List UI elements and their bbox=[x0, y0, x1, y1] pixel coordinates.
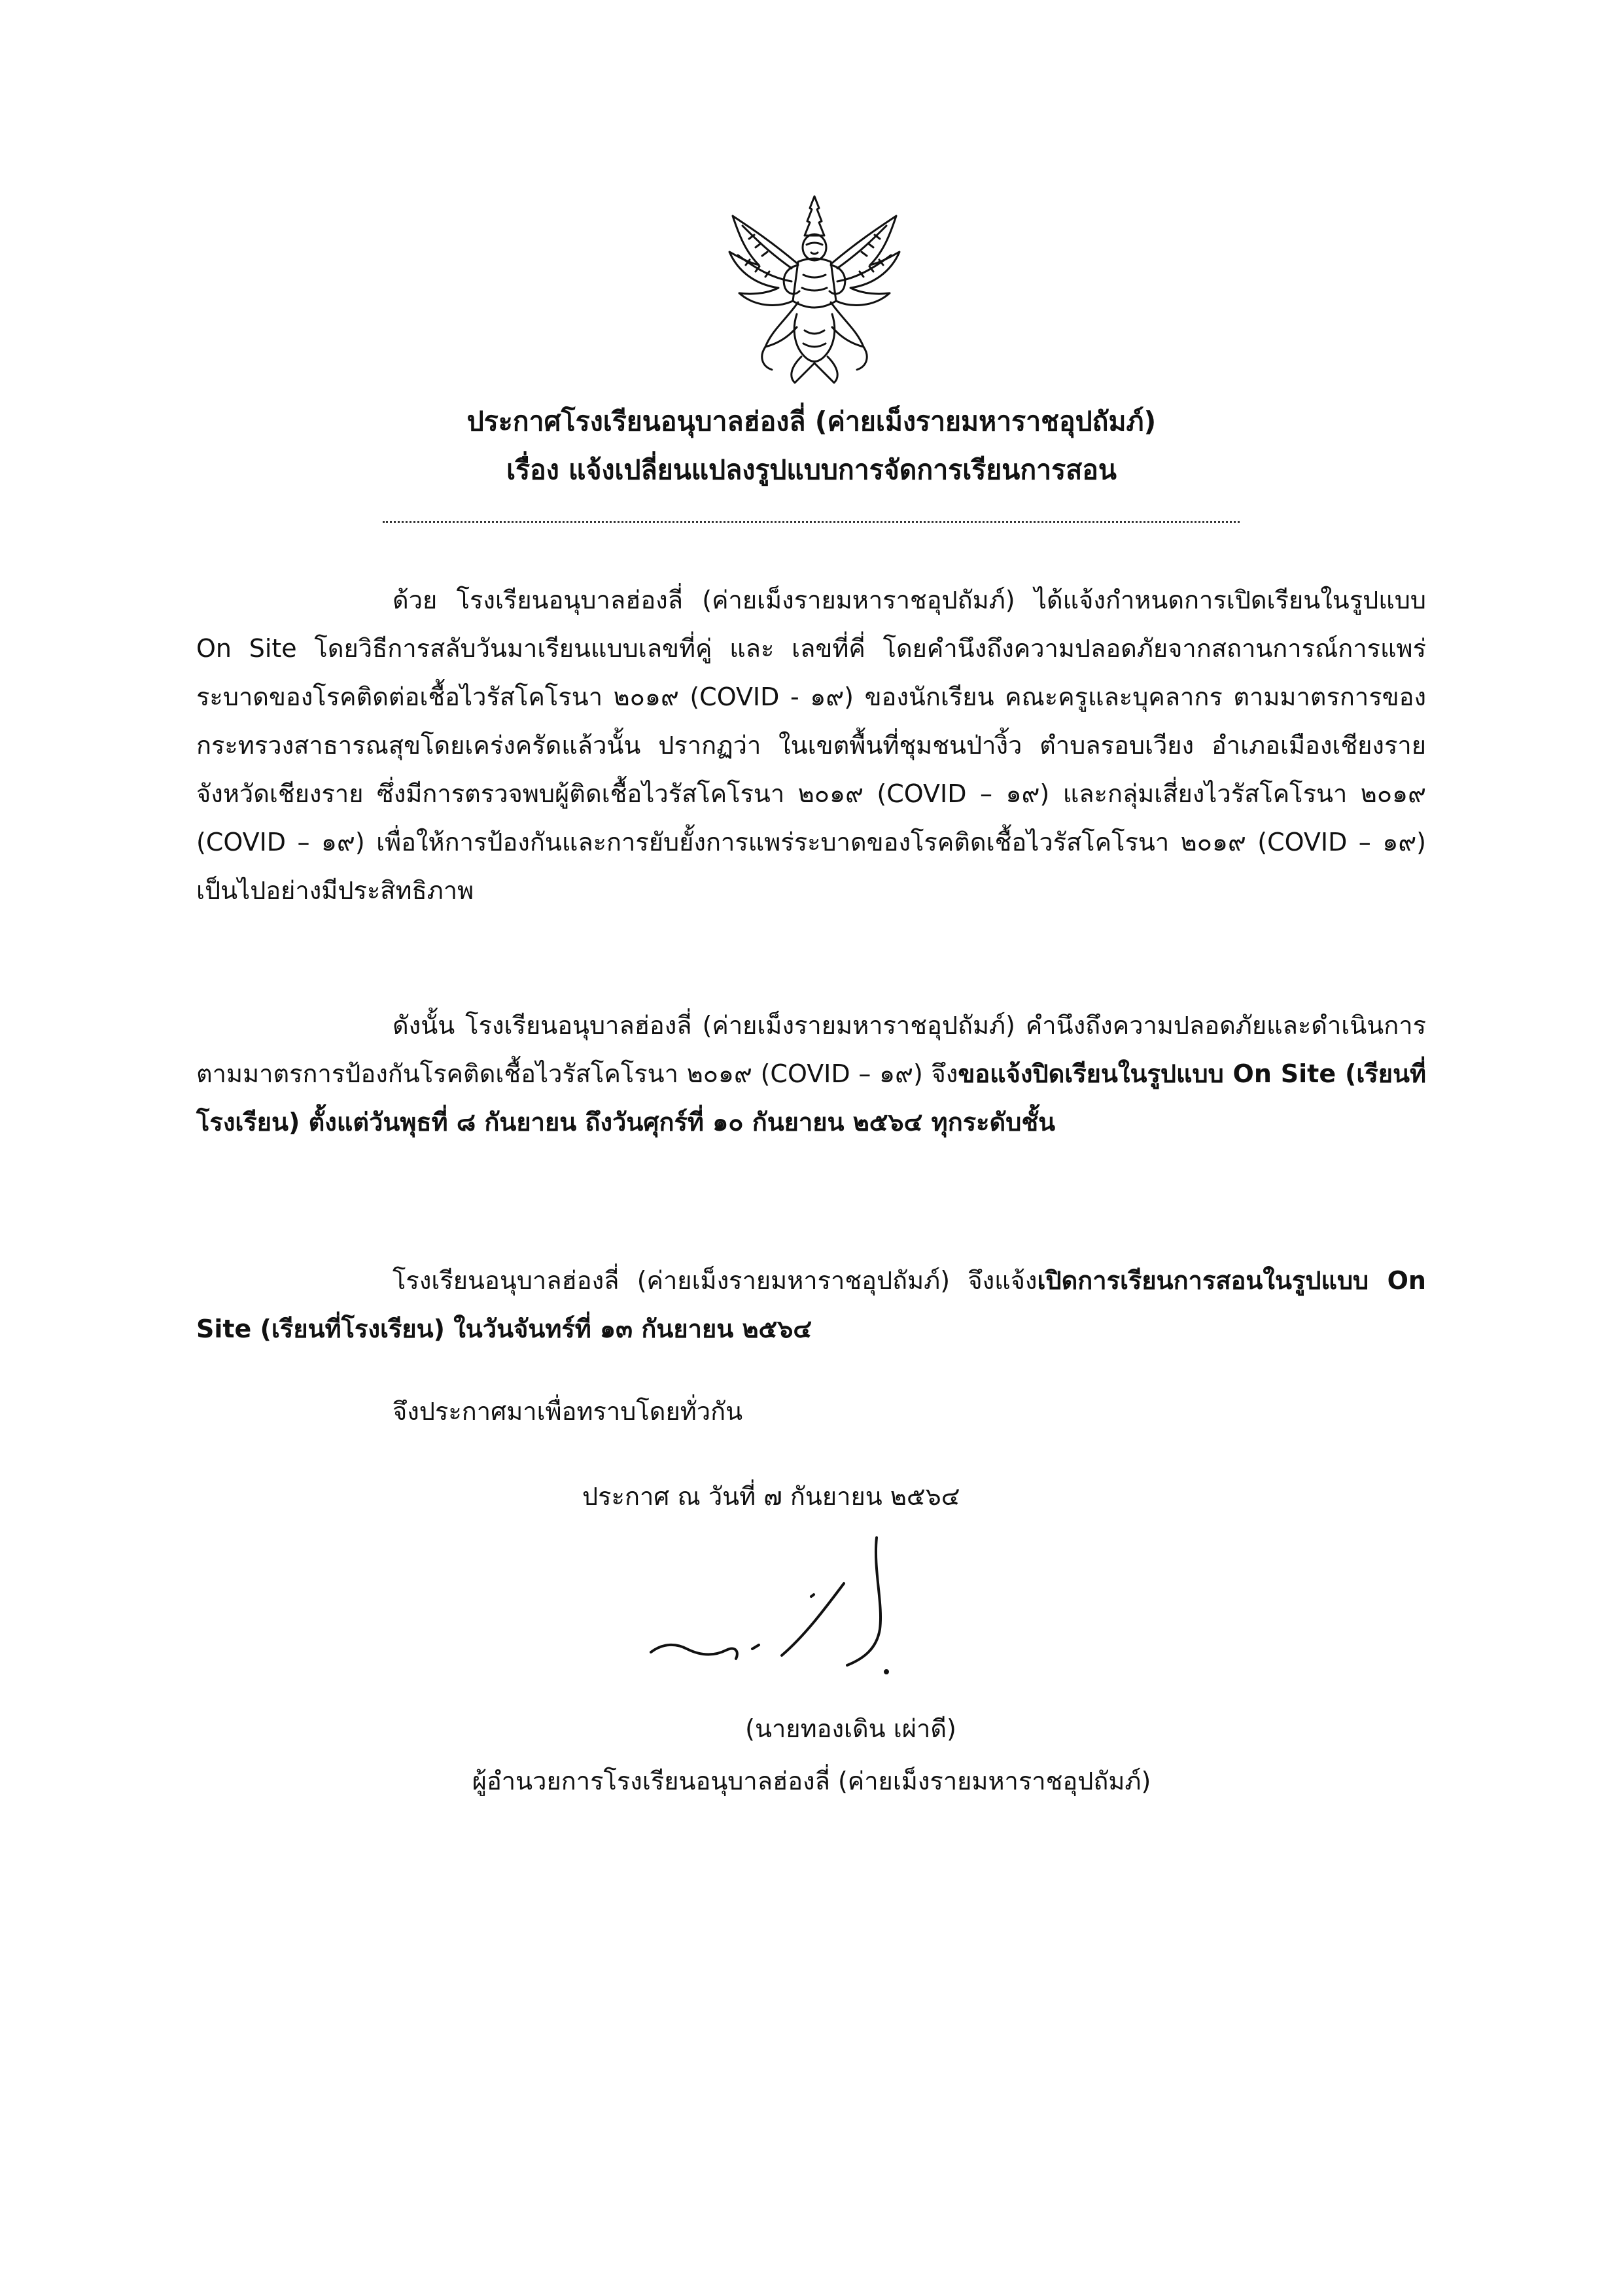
paragraph-intro bbox=[196, 576, 1426, 915]
announcement-date: ประกาศ ณ วันที่ ๗ กันยายน ๒๕๖๔ bbox=[582, 1482, 960, 1511]
garuda-emblem-icon bbox=[720, 190, 909, 386]
paragraph-reopen-emphasis: เปิดการเรียนการสอนในรูปแบบ On Site (เรียนที่โรงเรียน) ในวันจันทร์ที่ ๑๓ กันยายน ๒๕๖๔ bbox=[196, 1266, 1426, 1343]
announcement-title: ประกาศโรงเรียนอนุบาลฮ่องลี่ (ค่ายเม็งรายมหาราชอุปถัมภ์) bbox=[466, 406, 1157, 437]
signer-position: ผู้อำนวยการโรงเรียนอนุบาลฮ่องลี่ (ค่ายเม็งรายมหาราชอุปถัมภ์) bbox=[472, 1767, 1151, 1795]
paragraph-reopen-notice bbox=[196, 1256, 1426, 1353]
dotted-divider bbox=[383, 521, 1240, 523]
paragraph-closure-text: ดังนั้น โรงเรียนอนุบาลฮ่องลี่ (ค่ายเม็งรายมหาราชอุปถัมภ์) คำนึงถึงความปลอดภัยและดำเนินการตามมาตรการป้องกันโรคติดเชื้อไวรัสโคโรนา ๒๐๑๙ (COVID – ๑๙) จึง bbox=[196, 1011, 1426, 1088]
handwritten-signature bbox=[648, 1525, 1014, 1695]
paragraph-closure-notice bbox=[196, 1001, 1426, 1146]
paragraph-reopen-text: โรงเรียนอนุบาลฮ่องลี่ (ค่ายเม็งรายมหาราชอุปถัมภ์) จึงแจ้ง bbox=[393, 1266, 1038, 1295]
signer-name: (นายทองเดิน เผ่าดี) bbox=[745, 1714, 956, 1743]
paragraph-intro-text: ด้วย โรงเรียนอนุบาลฮ่องลี่ (ค่ายเม็งรายมหาราชอุปถัมภ์) ได้แจ้งกำหนดการเปิดเรียนในรูปแบบ On Site โดยวิธีการสลับวันมาเรียนแบบเลขที่คู่ และ เลขที่คี่ โดยคำนึงถึงความปลอดภัยจากสถานการณ์การแพร่ระบาดของโรคติดต่อเชื้อไวรัสโคโรนา ๒๐๑๙ (COVID - ๑๙) ของนักเรียน คณะครูและบุคลากร ตามมาตรการของกระทรวงสาธารณสุขโดยเคร่งครัดแล้วนั้น ปรากฏว่า ในเขตพื้นที่ชุมชนป่างิ้ว ตำบลรอบเวียง อำเภอเมืองเชียงราย จังหวัดเชียงราย ซึ่งมีการตรวจพบผู้ติดเชื้อไวรัสโคโรนา ๒๐๑๙ (COVID – ๑๙) และกลุ่มเสี่ยงไวรัสโคโรนา ๒๐๑๙ (COVID – ๑๙) เพื่อให้การป้องกันและการยับยั้งการแพร่ระบาดของโรคติดเชื้อไวรัสโคโรนา ๒๐๑๙ (COVID – ๑๙) เป็นไปอย่างมีประสิทธิภาพ bbox=[196, 586, 1427, 905]
closing-statement: จึงประกาศมาเพื่อทราบโดยทั่วกัน bbox=[393, 1397, 743, 1426]
announcement-subject: เรื่อง แจ้งเปลี่ยนแปลงรูปแบบการจัดการเรียนการสอน bbox=[506, 454, 1117, 486]
paragraph-closure-emphasis: ขอแจ้งปิดเรียนในรูปแบบ On Site (เรียนที่โรงเรียน) ตั้งแต่วันพุธที่ ๘ กันยายน ถึงวันศุกร์ที่ ๑๐ กันยายน ๒๕๖๔ ทุกระดับชั้น bbox=[196, 1059, 1427, 1137]
